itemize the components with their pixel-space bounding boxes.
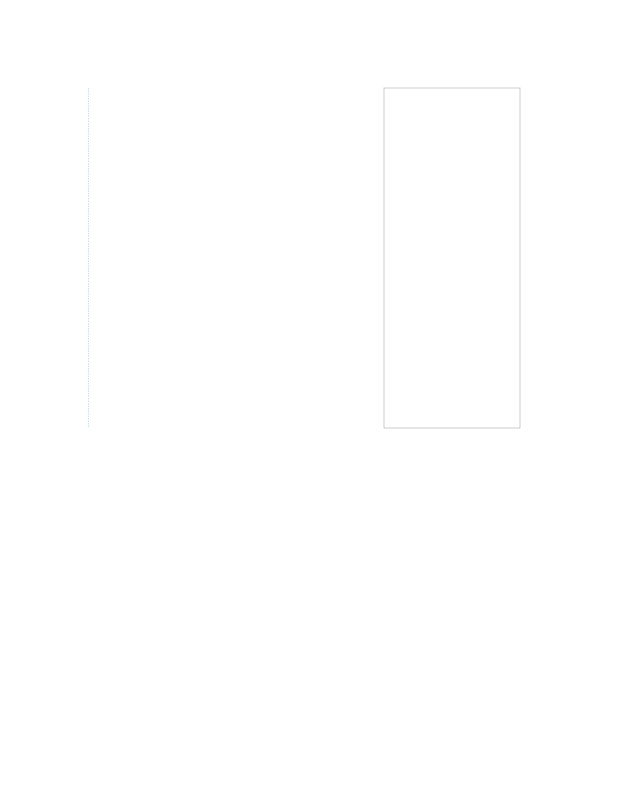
abbreviations-line bbox=[88, 521, 528, 533]
forest-plot-figure bbox=[88, 72, 522, 444]
forest-plot-svg bbox=[88, 72, 522, 444]
figure-notes bbox=[88, 521, 528, 533]
